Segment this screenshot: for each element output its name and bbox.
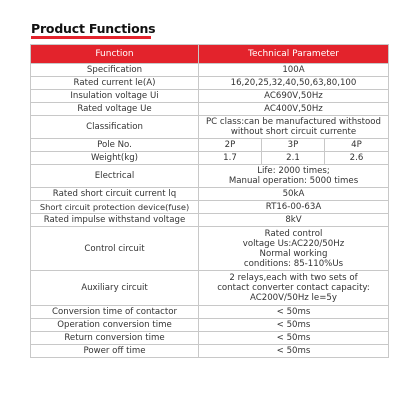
value-line: Manual operation: 5000 times (228, 176, 359, 186)
row-label: Specification (31, 64, 199, 77)
row-label: Insulation voltage Ui (31, 90, 199, 103)
value-line: contact converter contact capacity: (217, 283, 370, 293)
row-value: AC690V,50Hz (199, 90, 389, 103)
row-label: Auxiliary circuit (31, 271, 199, 306)
row-label: Weight(kg) (31, 152, 199, 165)
weight-2p: 1.7 (199, 152, 262, 165)
row-value: RT16-00-63A (199, 201, 389, 214)
weight-3p: 2.1 (262, 152, 325, 165)
value-line: 2 relays,each with two sets of (229, 273, 358, 283)
pole-2p: 2P (199, 139, 262, 152)
pole-4p: 4P (325, 139, 389, 152)
row-value: < 50ms (199, 345, 389, 358)
value-line: Life: 2000 times; (257, 166, 330, 176)
table-row (31, 271, 389, 306)
row-label: Rated voltage Ue (31, 103, 199, 116)
weight-4p: 2.6 (325, 152, 389, 165)
value-line: without short circuit currente (230, 127, 357, 137)
table-row (31, 90, 389, 103)
table-row (31, 139, 389, 152)
value-line: AC200V/50Hz le=5y (250, 293, 337, 303)
table-row (31, 188, 389, 201)
table-row (31, 152, 389, 165)
row-label: Operation conversion time (31, 319, 199, 332)
row-value: 50kA (199, 188, 389, 201)
table-row (31, 214, 389, 227)
row-label: Rated short circuit current lq (31, 188, 199, 201)
row-label: Power off time (31, 345, 199, 358)
row-label: Rated impulse withstand voltage (31, 214, 199, 227)
row-label: Return conversion time (31, 332, 199, 345)
row-value (199, 165, 389, 188)
row-label: Short circuit protection device(fuse) (31, 201, 199, 214)
row-value: 16,20,25,32,40,50,63,80,100 (199, 77, 389, 90)
value-line: conditions: 85-110%Us (243, 258, 344, 269)
table-row (31, 306, 389, 319)
value-line: Rated control (264, 228, 323, 239)
row-label: Pole No. (31, 139, 199, 152)
table-row (31, 345, 389, 358)
row-value: AC400V,50Hz (199, 103, 389, 116)
table-row (31, 103, 389, 116)
table-row (31, 201, 389, 214)
row-label: Electrical (31, 165, 199, 188)
row-label: Classification (31, 116, 199, 139)
row-value: < 50ms (199, 306, 389, 319)
spec-table (30, 44, 389, 358)
row-label: Conversion time of contactor (31, 306, 199, 319)
value-line: Normal working (259, 248, 328, 259)
page-title: Product Functions (31, 21, 156, 36)
header-parameter: Technical Parameter (199, 45, 389, 64)
title-underline (31, 36, 151, 39)
table-row (31, 332, 389, 345)
row-value (199, 271, 389, 306)
row-value: < 50ms (199, 319, 389, 332)
table-row (31, 116, 389, 139)
table-row (31, 77, 389, 90)
row-value (199, 116, 389, 139)
table-row (31, 64, 389, 77)
row-value: 100A (199, 64, 389, 77)
value-line: voltage Us:AC220/50Hz (242, 238, 345, 249)
row-value: < 50ms (199, 332, 389, 345)
row-label: Control circuit (31, 227, 199, 271)
table-row (31, 227, 389, 271)
row-value (199, 227, 389, 271)
table-row (31, 165, 389, 188)
pole-3p: 3P (262, 139, 325, 152)
row-label: Rated current le(A) (31, 77, 199, 90)
row-value: 8kV (199, 214, 389, 227)
table-header-row (31, 45, 389, 64)
table-row (31, 319, 389, 332)
value-line: PC class:can be manufactured withstood (205, 117, 382, 127)
header-function: Function (31, 45, 199, 64)
